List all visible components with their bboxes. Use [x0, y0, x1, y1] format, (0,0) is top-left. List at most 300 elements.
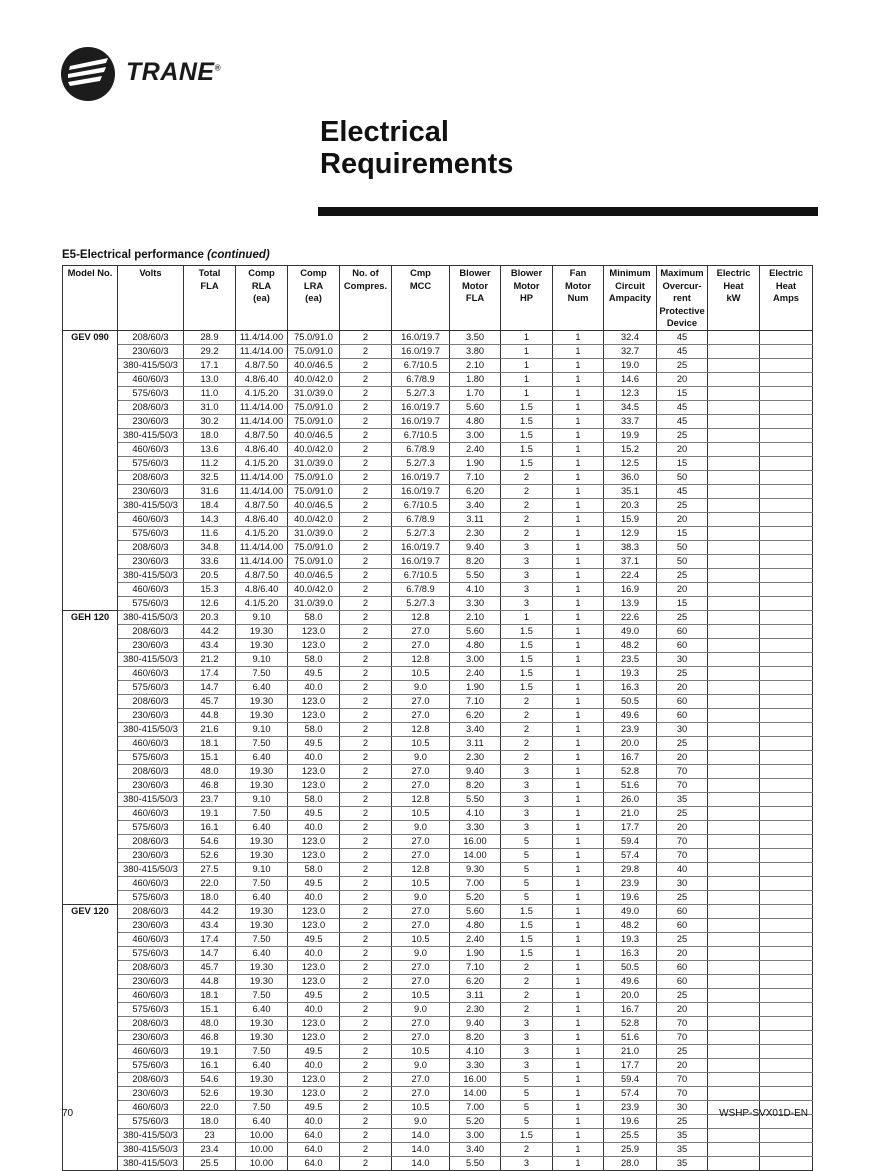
table-cell: 3: [501, 1017, 553, 1031]
table-cell: 16.3: [604, 681, 657, 695]
table-cell: 1: [553, 681, 604, 695]
table-cell: 1: [553, 1101, 604, 1115]
model-cell: [63, 569, 118, 583]
table-cell: 2: [340, 877, 392, 891]
table-cell: 230/60/3: [118, 709, 184, 723]
table-cell: 70: [657, 849, 708, 863]
table-cell: 10.00: [236, 1129, 288, 1143]
table-cell: 2: [340, 751, 392, 765]
table-cell: 3: [501, 807, 553, 821]
table-cell: [708, 345, 760, 359]
table-cell: [708, 667, 760, 681]
table-cell: 27.0: [392, 695, 450, 709]
table-cell: 27.0: [392, 835, 450, 849]
table-cell: 25.5: [184, 1157, 236, 1171]
table-cell: 1: [553, 415, 604, 429]
table-cell: 9.0: [392, 1115, 450, 1129]
table-cell: 45: [657, 331, 708, 345]
table-cell: 575/60/3: [118, 891, 184, 905]
model-cell: [63, 793, 118, 807]
table-cell: 2: [340, 611, 392, 625]
table-cell: 60: [657, 905, 708, 919]
table-cell: [760, 821, 813, 835]
table-cell: 34.8: [184, 541, 236, 555]
table-cell: 2: [340, 905, 392, 919]
table-cell: 19.6: [604, 1115, 657, 1129]
table-cell: 4.8/7.50: [236, 359, 288, 373]
table-row: [63, 821, 813, 835]
table-cell: 1: [501, 387, 553, 401]
table-cell: [760, 919, 813, 933]
table-cell: 5.60: [450, 905, 501, 919]
table-cell: 31.0/39.0: [288, 597, 340, 611]
table-cell: 1.90: [450, 947, 501, 961]
table-cell: 1.5: [501, 625, 553, 639]
table-cell: 9.40: [450, 765, 501, 779]
table-cell: 40.0/42.0: [288, 373, 340, 387]
table-cell: 40.0/42.0: [288, 513, 340, 527]
table-cell: [708, 765, 760, 779]
table-cell: 18.1: [184, 989, 236, 1003]
table-cell: 6.40: [236, 1115, 288, 1129]
table-cell: 40.0/42.0: [288, 583, 340, 597]
table-cell: [708, 1143, 760, 1157]
table-cell: 31.0: [184, 401, 236, 415]
model-cell: [63, 625, 118, 639]
model-cell: [63, 429, 118, 443]
table-cell: [708, 793, 760, 807]
table-cell: 40.0/46.5: [288, 569, 340, 583]
table-cell: 2: [340, 373, 392, 387]
table-cell: 27.0: [392, 1031, 450, 1045]
table-cell: 230/60/3: [118, 1087, 184, 1101]
table-cell: 1: [553, 807, 604, 821]
table-row: [63, 793, 813, 807]
table-cell: 1: [553, 723, 604, 737]
table-cell: 25: [657, 611, 708, 625]
table-cell: 35: [657, 793, 708, 807]
model-cell: [63, 877, 118, 891]
table-cell: 21.2: [184, 653, 236, 667]
table-cell: 123.0: [288, 905, 340, 919]
table-cell: [708, 1017, 760, 1031]
table-cell: 6.40: [236, 751, 288, 765]
table-cell: 3.11: [450, 737, 501, 751]
table-cell: 7.50: [236, 667, 288, 681]
table-cell: [760, 1003, 813, 1017]
table-cell: 12.3: [604, 387, 657, 401]
table-row: [63, 569, 813, 583]
table-cell: 5.60: [450, 401, 501, 415]
table-cell: 20: [657, 821, 708, 835]
model-cell: [63, 821, 118, 835]
table-cell: [760, 933, 813, 947]
table-cell: 25: [657, 891, 708, 905]
table-cell: 1: [553, 877, 604, 891]
table-cell: 123.0: [288, 1073, 340, 1087]
model-cell: [63, 891, 118, 905]
table-cell: 1.5: [501, 457, 553, 471]
table-cell: 19.6: [604, 891, 657, 905]
table-cell: 9.40: [450, 1017, 501, 1031]
model-cell: GEV 120: [63, 905, 118, 919]
table-cell: 7.50: [236, 737, 288, 751]
table-cell: 575/60/3: [118, 527, 184, 541]
table-cell: 3.30: [450, 1059, 501, 1073]
table-cell: 22.4: [604, 569, 657, 583]
model-cell: [63, 541, 118, 555]
table-cell: 3.50: [450, 331, 501, 345]
table-cell: [760, 695, 813, 709]
table-cell: 230/60/3: [118, 779, 184, 793]
table-cell: 2: [340, 569, 392, 583]
table-cell: 2: [340, 779, 392, 793]
table-cell: [708, 681, 760, 695]
table-cell: [760, 751, 813, 765]
table-cell: 3: [501, 765, 553, 779]
table-cell: 12.5: [604, 457, 657, 471]
model-cell: [63, 919, 118, 933]
table-cell: [760, 569, 813, 583]
table-cell: 19.30: [236, 1031, 288, 1045]
table-cell: 44.2: [184, 625, 236, 639]
table-cell: 1.5: [501, 919, 553, 933]
table-cell: 1: [553, 919, 604, 933]
table-cell: 46.8: [184, 1031, 236, 1045]
table-cell: 123.0: [288, 1087, 340, 1101]
table-cell: 2: [340, 933, 392, 947]
table-cell: 49.5: [288, 989, 340, 1003]
table-cell: 8.20: [450, 555, 501, 569]
table-cell: 575/60/3: [118, 821, 184, 835]
table-cell: 54.6: [184, 1073, 236, 1087]
table-cell: 1: [553, 1031, 604, 1045]
model-cell: [63, 345, 118, 359]
table-cell: 2: [340, 345, 392, 359]
table-cell: 49.6: [604, 975, 657, 989]
table-cell: 27.0: [392, 779, 450, 793]
table-cell: 40.0: [288, 681, 340, 695]
table-cell: 1: [553, 597, 604, 611]
table-cell: [760, 373, 813, 387]
table-row: [63, 807, 813, 821]
table-cell: 2: [340, 1143, 392, 1157]
table-cell: 380-415/50/3: [118, 429, 184, 443]
table-cell: 27.0: [392, 905, 450, 919]
model-cell: [63, 387, 118, 401]
table-cell: [760, 723, 813, 737]
table-cell: 52.6: [184, 1087, 236, 1101]
table-cell: 50: [657, 541, 708, 555]
table-cell: 2: [340, 1073, 392, 1087]
table-cell: 2.30: [450, 1003, 501, 1017]
table-cell: [708, 695, 760, 709]
column-header: Electric Heat kW: [708, 266, 760, 331]
table-cell: 2: [501, 975, 553, 989]
table-cell: [708, 877, 760, 891]
table-row: [63, 1017, 813, 1031]
table-cell: 11.6: [184, 527, 236, 541]
table-body: [63, 331, 813, 1171]
table-cell: [708, 583, 760, 597]
table-cell: 49.0: [604, 905, 657, 919]
table-cell: 28.9: [184, 331, 236, 345]
table-cell: 10.5: [392, 877, 450, 891]
table-cell: 2: [340, 653, 392, 667]
table-cell: [708, 555, 760, 569]
table-cell: 1: [553, 485, 604, 499]
table-cell: 208/60/3: [118, 1017, 184, 1031]
table-cell: 40.0: [288, 947, 340, 961]
table-cell: 2.30: [450, 527, 501, 541]
table-cell: 45: [657, 485, 708, 499]
table-cell: 1: [553, 583, 604, 597]
table-cell: 19.30: [236, 849, 288, 863]
table-cell: 3: [501, 1045, 553, 1059]
table-cell: 6.7/8.9: [392, 513, 450, 527]
table-cell: 19.30: [236, 961, 288, 975]
table-cell: 25: [657, 1045, 708, 1059]
table-cell: 27.0: [392, 849, 450, 863]
table-cell: [760, 905, 813, 919]
table-cell: 4.8/7.50: [236, 429, 288, 443]
table-cell: 23: [184, 1129, 236, 1143]
model-cell: [63, 1129, 118, 1143]
table-cell: 1: [553, 1129, 604, 1143]
table-cell: 26.0: [604, 793, 657, 807]
table-cell: [760, 359, 813, 373]
table-cell: 43.4: [184, 919, 236, 933]
table-cell: 49.5: [288, 807, 340, 821]
model-cell: [63, 737, 118, 751]
table-row: [63, 527, 813, 541]
table-cell: 2: [340, 331, 392, 345]
table-cell: 6.40: [236, 891, 288, 905]
page-title: [320, 116, 513, 180]
table-cell: 16.0/19.7: [392, 555, 450, 569]
table-cell: 9.40: [450, 541, 501, 555]
model-cell: [63, 639, 118, 653]
table-cell: 64.0: [288, 1129, 340, 1143]
table-cell: 3: [501, 793, 553, 807]
table-cell: 6.7/8.9: [392, 583, 450, 597]
table-cell: 50.5: [604, 695, 657, 709]
table-cell: 2: [340, 1087, 392, 1101]
table-cell: 208/60/3: [118, 541, 184, 555]
table-cell: 11.2: [184, 457, 236, 471]
table-cell: [760, 1017, 813, 1031]
table-row: [63, 597, 813, 611]
table-cell: 123.0: [288, 975, 340, 989]
table-cell: 6.40: [236, 947, 288, 961]
table-cell: 14.0: [392, 1143, 450, 1157]
table-cell: 7.10: [450, 961, 501, 975]
table-cell: 5.2/7.3: [392, 597, 450, 611]
table-cell: 70: [657, 765, 708, 779]
table-cell: 14.00: [450, 1087, 501, 1101]
table-cell: [760, 793, 813, 807]
trane-logo-circle-icon: [60, 46, 116, 102]
table-cell: 11.4/14.00: [236, 345, 288, 359]
table-cell: 35.1: [604, 485, 657, 499]
table-cell: 2: [340, 401, 392, 415]
table-cell: 9.10: [236, 611, 288, 625]
table-cell: 4.8/6.40: [236, 373, 288, 387]
table-cell: [760, 975, 813, 989]
table-row: [63, 695, 813, 709]
table-cell: 3.00: [450, 653, 501, 667]
table-cell: 9.0: [392, 751, 450, 765]
table-row: [63, 737, 813, 751]
table-cell: 575/60/3: [118, 751, 184, 765]
table-cell: 9.10: [236, 863, 288, 877]
table-cell: [760, 541, 813, 555]
table-cell: 51.6: [604, 779, 657, 793]
table-cell: 1: [553, 429, 604, 443]
table-cell: 1: [501, 331, 553, 345]
table-cell: 10.5: [392, 737, 450, 751]
table-cell: 12.9: [604, 527, 657, 541]
column-header: Maximum Overcur- rent Protective Device: [657, 266, 708, 331]
page-title-line2: Requirements: [320, 148, 514, 180]
table-cell: 75.0/91.0: [288, 401, 340, 415]
table-cell: 4.1/5.20: [236, 527, 288, 541]
table-cell: 59.4: [604, 1073, 657, 1087]
table-row: [63, 485, 813, 499]
table-cell: [708, 933, 760, 947]
table-cell: 13.6: [184, 443, 236, 457]
table-cell: 1.5: [501, 933, 553, 947]
table-cell: 48.0: [184, 1017, 236, 1031]
table-cell: 32.7: [604, 345, 657, 359]
table-cell: 460/60/3: [118, 989, 184, 1003]
table-cell: [708, 1087, 760, 1101]
table-cell: 15.1: [184, 1003, 236, 1017]
electrical-performance-table: [62, 265, 813, 1171]
table-cell: 75.0/91.0: [288, 541, 340, 555]
table-cell: [708, 611, 760, 625]
table-cell: 208/60/3: [118, 961, 184, 975]
table-cell: 123.0: [288, 765, 340, 779]
table-cell: 9.10: [236, 793, 288, 807]
table-cell: 45: [657, 415, 708, 429]
table-cell: 123.0: [288, 709, 340, 723]
table-row: [63, 947, 813, 961]
table-cell: 10.5: [392, 667, 450, 681]
table-cell: 32.5: [184, 471, 236, 485]
table-cell: 58.0: [288, 863, 340, 877]
table-cell: 40.0: [288, 1003, 340, 1017]
table-cell: 60: [657, 709, 708, 723]
table-cell: 2: [340, 359, 392, 373]
table-cell: 11.4/14.00: [236, 471, 288, 485]
table-cell: 1: [553, 1087, 604, 1101]
table-cell: [708, 541, 760, 555]
table-cell: [760, 737, 813, 751]
table-cell: [760, 989, 813, 1003]
table-cell: 6.7/10.5: [392, 499, 450, 513]
table-cell: 70: [657, 1073, 708, 1087]
table-cell: 20.5: [184, 569, 236, 583]
table-cell: 27.0: [392, 1073, 450, 1087]
table-row: [63, 779, 813, 793]
table-cell: 20: [657, 1003, 708, 1017]
table-cell: 16.00: [450, 1073, 501, 1087]
model-cell: [63, 359, 118, 373]
table-cell: 1.5: [501, 653, 553, 667]
model-cell: [63, 485, 118, 499]
table-cell: 9.0: [392, 1003, 450, 1017]
table-cell: 29.8: [604, 863, 657, 877]
table-cell: 208/60/3: [118, 905, 184, 919]
table-cell: 12.8: [392, 793, 450, 807]
document-code: WSHP-SVX01D-EN: [719, 1108, 808, 1119]
table-cell: 60: [657, 625, 708, 639]
table-cell: 30: [657, 723, 708, 737]
column-header: Volts: [118, 266, 184, 331]
table-cell: 2: [501, 1003, 553, 1017]
table-cell: 16.0/19.7: [392, 471, 450, 485]
table-cell: 1.5: [501, 667, 553, 681]
table-row: [63, 541, 813, 555]
table-cell: 4.8/6.40: [236, 443, 288, 457]
table-cell: 19.30: [236, 1017, 288, 1031]
table-cell: 2: [340, 485, 392, 499]
table-cell: 5.2/7.3: [392, 387, 450, 401]
table-cell: 208/60/3: [118, 625, 184, 639]
table-cell: 23.9: [604, 1101, 657, 1115]
table-cell: [708, 947, 760, 961]
table-cell: [760, 1073, 813, 1087]
table-cell: 1: [553, 667, 604, 681]
table-cell: 6.40: [236, 1059, 288, 1073]
table-cell: 27.0: [392, 919, 450, 933]
table-cell: 5.20: [450, 1115, 501, 1129]
table-cell: 2: [340, 429, 392, 443]
table-cell: 460/60/3: [118, 807, 184, 821]
table-cell: 10.00: [236, 1143, 288, 1157]
table-row: [63, 863, 813, 877]
table-cell: 2: [340, 499, 392, 513]
table-cell: 1: [553, 709, 604, 723]
table-cell: 7.10: [450, 695, 501, 709]
table-row: [63, 1059, 813, 1073]
table-cell: 40.0/46.5: [288, 499, 340, 513]
table-cell: 27.0: [392, 639, 450, 653]
table-cell: 64.0: [288, 1157, 340, 1171]
table-cell: 75.0/91.0: [288, 485, 340, 499]
table-cell: 1: [553, 891, 604, 905]
table-cell: 5: [501, 891, 553, 905]
table-cell: 20: [657, 373, 708, 387]
model-cell: [63, 653, 118, 667]
table-cell: 2: [501, 695, 553, 709]
table-cell: 58.0: [288, 723, 340, 737]
table-cell: 230/60/3: [118, 639, 184, 653]
table-cell: [708, 527, 760, 541]
table-cell: 1: [553, 541, 604, 555]
table-cell: 2: [340, 443, 392, 457]
table-cell: 19.9: [604, 429, 657, 443]
table-cell: 460/60/3: [118, 737, 184, 751]
table-cell: 75.0/91.0: [288, 331, 340, 345]
table-cell: 19.30: [236, 975, 288, 989]
table-cell: [708, 373, 760, 387]
table-cell: [760, 499, 813, 513]
table-cell: [708, 821, 760, 835]
table-cell: 36.0: [604, 471, 657, 485]
table-cell: [708, 415, 760, 429]
